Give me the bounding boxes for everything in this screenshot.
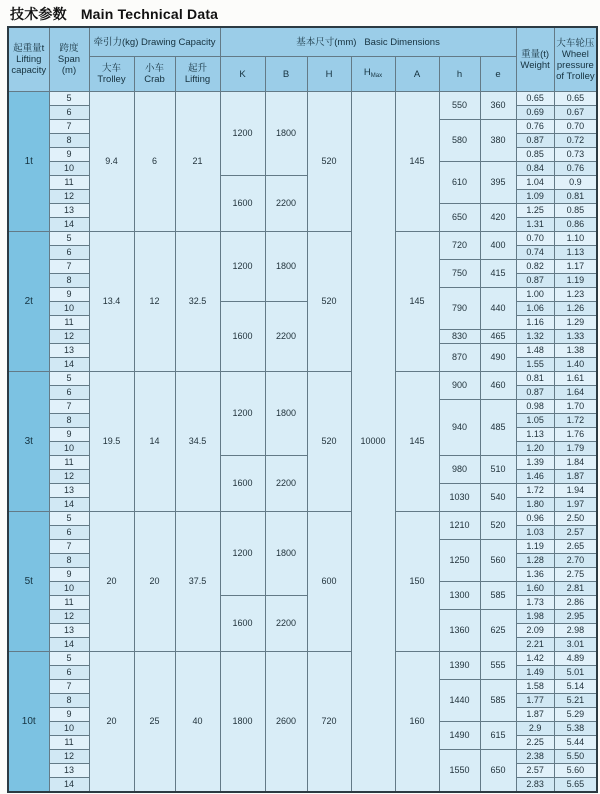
cell-k: 1800 [220,652,265,793]
cell-span: 12 [49,470,89,484]
cell-span: 10 [49,582,89,596]
cell-b: 1800 [265,372,307,456]
cell-h: 1550 [439,750,480,793]
cell-trolley: 9.4 [89,92,134,232]
cell-span: 9 [49,428,89,442]
cell-wheel: 5.50 [554,750,597,764]
cell-span: 12 [49,610,89,624]
cell-span: 6 [49,526,89,540]
cell-wheel: 1.17 [554,260,597,274]
cell-h: 1390 [439,652,480,680]
cell-weight: 1.28 [516,554,554,568]
cell-weight: 1.49 [516,666,554,680]
cell-span: 10 [49,162,89,176]
cell-lifting: 32.5 [175,232,220,372]
cell-e: 520 [480,512,516,540]
cell-span: 14 [49,218,89,232]
cell-wheel: 5.65 [554,778,597,793]
cell-wheel: 1.23 [554,288,597,302]
cell-weight: 0.81 [516,372,554,386]
cell-b: 2600 [265,652,307,793]
cell-weight: 1.60 [516,582,554,596]
cell-span: 11 [49,736,89,750]
cell-weight: 0.84 [516,162,554,176]
cell-e: 360 [480,92,516,120]
cell-span: 6 [49,386,89,400]
cell-wheel: 5.21 [554,694,597,708]
cell-wheel: 1.38 [554,344,597,358]
cell-wheel: 4.89 [554,652,597,666]
cell-weight: 1.25 [516,204,554,218]
header-col-h: H [307,57,351,92]
cell-weight: 0.87 [516,274,554,288]
cell-capacity: 1t [8,92,49,232]
cell-wheel: 2.65 [554,540,597,554]
cell-trolley: 13.4 [89,232,134,372]
cell-weight: 1.31 [516,218,554,232]
header-wheel-pressure: 大车轮压 Wheel pressure of Trolley [554,27,597,92]
cell-weight: 0.98 [516,400,554,414]
cell-h: 550 [439,92,480,120]
cell-lifting: 37.5 [175,512,220,652]
cell-weight: 1.13 [516,428,554,442]
cell-h: 900 [439,372,480,400]
cell-span: 14 [49,498,89,512]
cell-crab: 14 [134,372,175,512]
cell-weight: 0.96 [516,512,554,526]
cell-weight: 2.9 [516,722,554,736]
cell-weight: 2.21 [516,638,554,652]
cell-weight: 2.38 [516,750,554,764]
cell-b: 2200 [265,456,307,512]
cell-weight: 1.42 [516,652,554,666]
cell-wheel: 0.73 [554,148,597,162]
cell-span: 11 [49,316,89,330]
cell-h: 580 [439,120,480,162]
cell-weight: 0.74 [516,246,554,260]
cell-wheel: 0.76 [554,162,597,176]
cell-e: 485 [480,400,516,456]
cell-e: 490 [480,344,516,372]
cell-wheel: 0.85 [554,204,597,218]
cell-span: 5 [49,232,89,246]
cell-e: 380 [480,120,516,162]
cell-span: 9 [49,288,89,302]
cell-wheel: 1.61 [554,372,597,386]
cell-A: 145 [395,92,439,232]
cell-trolley: 19.5 [89,372,134,512]
cell-wheel: 0.81 [554,190,597,204]
cell-weight: 0.87 [516,386,554,400]
cell-weight: 1.03 [516,526,554,540]
header-crab: 小车 Crab [134,57,175,92]
cell-weight: 1.04 [516,176,554,190]
cell-lifting: 40 [175,652,220,793]
cell-weight: 2.09 [516,624,554,638]
cell-b: 2200 [265,302,307,372]
cell-wheel: 1.29 [554,316,597,330]
cell-weight: 0.87 [516,134,554,148]
cell-span: 8 [49,274,89,288]
cell-wheel: 2.50 [554,512,597,526]
cell-weight: 1.00 [516,288,554,302]
cell-wheel: 5.01 [554,666,597,680]
cell-span: 9 [49,148,89,162]
cell-span: 9 [49,568,89,582]
cell-k: 1600 [220,456,265,512]
cell-span: 11 [49,456,89,470]
cell-wheel: 1.76 [554,428,597,442]
cell-wheel: 5.44 [554,736,597,750]
header-col-h-small: h [439,57,480,92]
table-header [8,27,597,92]
cell-span: 14 [49,638,89,652]
cell-e: 585 [480,582,516,610]
cell-h: 720 [439,232,480,260]
cell-b: 1800 [265,92,307,176]
cell-h: 1490 [439,722,480,750]
cell-weight: 1.36 [516,568,554,582]
cell-k: 1600 [220,596,265,652]
cell-weight: 1.32 [516,330,554,344]
cell-span: 5 [49,512,89,526]
header-col-k: K [220,57,265,92]
cell-span: 8 [49,414,89,428]
header-span: 跨度 Span (m) [49,27,89,92]
cell-wheel: 1.79 [554,442,597,456]
cell-wheel: 1.87 [554,470,597,484]
cell-h: 1210 [439,512,480,540]
header-weight: 重量(t) Weight [516,27,554,92]
cell-h: 830 [439,330,480,344]
cell-span: 5 [49,652,89,666]
cell-crab: 6 [134,92,175,232]
cell-span: 12 [49,190,89,204]
cell-capacity: 5t [8,512,49,652]
cell-span: 13 [49,484,89,498]
cell-wheel: 1.19 [554,274,597,288]
cell-wheel: 3.01 [554,638,597,652]
cell-e: 460 [480,372,516,400]
cell-trolley: 20 [89,652,134,793]
cell-wheel: 1.84 [554,456,597,470]
cell-wheel: 1.40 [554,358,597,372]
cell-lifting: 34.5 [175,372,220,512]
cell-A: 145 [395,372,439,512]
cell-h: 1250 [439,540,480,582]
cell-wheel: 2.81 [554,582,597,596]
cell-H: 600 [307,512,351,652]
cell-span: 7 [49,680,89,694]
cell-wheel: 0.67 [554,106,597,120]
cell-weight: 0.70 [516,232,554,246]
cell-A: 160 [395,652,439,793]
cell-crab: 25 [134,652,175,793]
cell-weight: 1.98 [516,610,554,624]
cell-e: 440 [480,288,516,330]
cell-e: 625 [480,610,516,652]
cell-h: 790 [439,288,480,330]
cell-wheel: 1.94 [554,484,597,498]
cell-wheel: 2.75 [554,568,597,582]
cell-crab: 12 [134,232,175,372]
cell-wheel: 0.70 [554,120,597,134]
cell-b: 2200 [265,176,307,232]
cell-weight: 1.39 [516,456,554,470]
cell-weight: 1.20 [516,442,554,456]
cell-wheel: 0.72 [554,134,597,148]
cell-span: 7 [49,260,89,274]
cell-e: 615 [480,722,516,750]
cell-e: 540 [480,484,516,512]
cell-wheel: 5.60 [554,764,597,778]
cell-wheel: 0.9 [554,176,597,190]
cell-e: 555 [480,652,516,680]
cell-span: 7 [49,120,89,134]
cell-e: 560 [480,540,516,582]
header-col-b: B [265,57,307,92]
page-title-zh: 技术参数 [10,6,67,22]
cell-h: 940 [439,400,480,456]
cell-weight: 0.85 [516,148,554,162]
cell-k: 1200 [220,232,265,302]
cell-weight: 1.06 [516,302,554,316]
cell-wheel: 1.33 [554,330,597,344]
cell-weight: 1.19 [516,540,554,554]
cell-k: 1200 [220,372,265,456]
cell-span: 14 [49,778,89,793]
cell-h: 1440 [439,680,480,722]
header-trolley: 大车 Trolley [89,57,134,92]
cell-crab: 20 [134,512,175,652]
cell-span: 6 [49,246,89,260]
cell-weight: 0.65 [516,92,554,106]
cell-k: 1600 [220,176,265,232]
cell-span: 13 [49,204,89,218]
cell-span: 6 [49,666,89,680]
cell-k: 1200 [220,512,265,596]
cell-e: 650 [480,750,516,793]
cell-span: 5 [49,372,89,386]
cell-e: 415 [480,260,516,288]
cell-span: 5 [49,92,89,106]
cell-h: 870 [439,344,480,372]
cell-span: 13 [49,344,89,358]
cell-weight: 1.55 [516,358,554,372]
cell-span: 12 [49,750,89,764]
header-lifting: 起升 Lifting [175,57,220,92]
cell-A: 145 [395,232,439,372]
cell-weight: 0.82 [516,260,554,274]
cell-wheel: 2.70 [554,554,597,568]
cell-span: 11 [49,176,89,190]
cell-weight: 1.72 [516,484,554,498]
cell-wheel: 1.72 [554,414,597,428]
cell-weight: 2.57 [516,764,554,778]
cell-k: 1600 [220,302,265,372]
cell-H: 520 [307,232,351,372]
cell-wheel: 1.10 [554,232,597,246]
header-col-hmax: $H_{Max}$ [351,57,395,92]
cell-b: 1800 [265,512,307,596]
header-col-a: A [395,57,439,92]
cell-capacity: 3t [8,372,49,512]
cell-H: 520 [307,92,351,232]
cell-weight: 0.69 [516,106,554,120]
cell-H: 720 [307,652,351,793]
cell-e: 420 [480,204,516,232]
cell-h: 1360 [439,610,480,652]
cell-e: 465 [480,330,516,344]
cell-e: 395 [480,162,516,204]
cell-weight: 1.73 [516,596,554,610]
cell-wheel: 1.70 [554,400,597,414]
cell-e: 400 [480,232,516,260]
cell-span: 12 [49,330,89,344]
cell-span: 11 [49,596,89,610]
cell-trolley: 20 [89,512,134,652]
cell-span: 10 [49,722,89,736]
cell-H: 520 [307,372,351,512]
technical-data-table [7,26,598,793]
cell-span: 10 [49,442,89,456]
cell-weight: 2.83 [516,778,554,793]
cell-h: 610 [439,162,480,204]
cell-A: 150 [395,512,439,652]
cell-weight: 1.48 [516,344,554,358]
cell-span: 7 [49,540,89,554]
cell-span: 8 [49,554,89,568]
cell-weight: 1.58 [516,680,554,694]
cell-h: 750 [439,260,480,288]
header-col-e: e [480,57,516,92]
header-drawing-capacity: 牵引力(kg) Drawing Capacity [89,27,220,57]
cell-wheel: 2.95 [554,610,597,624]
cell-weight: 1.46 [516,470,554,484]
cell-wheel: 1.64 [554,386,597,400]
cell-lifting: 21 [175,92,220,232]
cell-e: 510 [480,456,516,484]
cell-wheel: 5.38 [554,722,597,736]
cell-e: 585 [480,680,516,722]
cell-span: 13 [49,764,89,778]
cell-hmax: 10000 [351,92,395,793]
cell-weight: 2.25 [516,736,554,750]
cell-span: 8 [49,694,89,708]
cell-b: 2200 [265,596,307,652]
cell-b: 1800 [265,232,307,302]
table-body [8,92,597,793]
cell-wheel: 5.14 [554,680,597,694]
cell-span: 14 [49,358,89,372]
header-lifting-capacity: 起重量t Lifting capacity [8,27,49,92]
cell-weight: 1.16 [516,316,554,330]
cell-k: 1200 [220,92,265,176]
cell-weight: 1.77 [516,694,554,708]
cell-h: 650 [439,204,480,232]
cell-wheel: 0.86 [554,218,597,232]
cell-wheel: 1.97 [554,498,597,512]
header-basic-dimensions: 基本尺寸(mm) Basic Dimensions [220,27,516,57]
cell-capacity: 10t [8,652,49,793]
cell-span: 7 [49,400,89,414]
cell-h: 1300 [439,582,480,610]
cell-weight: 1.87 [516,708,554,722]
cell-h: 1030 [439,484,480,512]
cell-weight: 1.09 [516,190,554,204]
cell-span: 10 [49,302,89,316]
cell-wheel: 0.65 [554,92,597,106]
cell-wheel: 1.26 [554,302,597,316]
cell-span: 13 [49,624,89,638]
cell-span: 6 [49,106,89,120]
page-title [10,4,600,24]
page-title-en: Main Technical Data [80,6,219,22]
cell-wheel: 2.98 [554,624,597,638]
cell-wheel: 1.13 [554,246,597,260]
cell-weight: 1.80 [516,498,554,512]
cell-wheel: 2.57 [554,526,597,540]
cell-span: 8 [49,134,89,148]
cell-wheel: 5.29 [554,708,597,722]
cell-weight: 1.05 [516,414,554,428]
cell-capacity: 2t [8,232,49,372]
cell-span: 9 [49,708,89,722]
cell-h: 980 [439,456,480,484]
cell-weight: 0.76 [516,120,554,134]
cell-wheel: 2.86 [554,596,597,610]
